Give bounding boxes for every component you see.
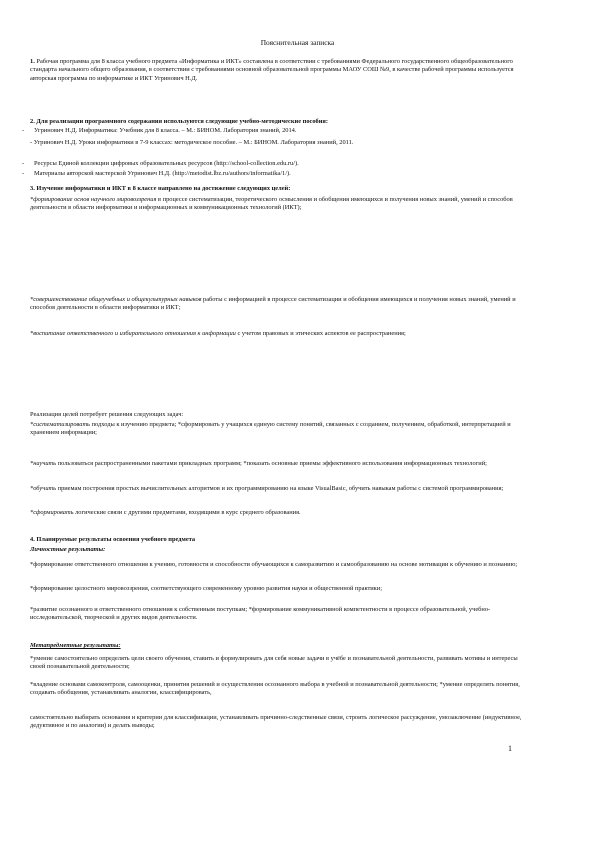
goal-emphasis: *воспитание ответственного и избирательного отношения к информации bbox=[30, 330, 236, 337]
goal-item bbox=[30, 196, 528, 213]
task-emphasis: *систематизировать bbox=[30, 421, 90, 428]
task-emphasis: *обучить bbox=[30, 485, 57, 492]
meta-result-item: самостоятельно выбирать основания и критерии для классификации, устанавливать причинно-следственные связи, строить логическое рассуждение, умозаключение (индуктивное, дедуктивное и по аналогии) и делать выводы; bbox=[30, 714, 522, 730]
personal-result-item: *формирование целостного мировоззрения, соответствующего современному уровню развития науки и общественной практики; bbox=[30, 585, 382, 592]
section-2-item-2: - Угринович Н.Д. Уроки информатики в 7-9 классах: методическое пособие. – М.: БИНОМ. Лаборатория знаний, 2011. bbox=[30, 139, 354, 146]
goal-emphasis: *совершенствование общеучебных и общекультурных навыков bbox=[30, 296, 202, 303]
section-1-number: 1. bbox=[30, 58, 35, 65]
tasks-heading: Реализация целей потребует решения следующих задач: bbox=[30, 411, 184, 418]
goal-text: работы с информацией в процессе систематизации и обобщения имеющихся и получения новых знаний, умений и способов деятельности в области информатики и ИКТ; bbox=[30, 296, 516, 312]
goal-item bbox=[30, 296, 528, 313]
page-title: Пояснительная записка bbox=[260, 38, 335, 47]
task-emphasis: *сформировать bbox=[30, 509, 74, 516]
task-text: пользоваться распространенными пакетами прикладных программ; *показать основные приемы эффективного использования информационных технологий; bbox=[56, 460, 487, 467]
page-number: 1 bbox=[508, 744, 512, 753]
section-1-text: Рабочая программа для 8 класса учебного предмета «Информатика и ИКТ» составлена в соответствии с требованиями Федерального государственного общеобразовательного стандарта начального общего образования, в соответствии с требованиями основной образовательной программы МАОУ СОШ №9, в качестве рабочей программы используется авторская программа по информатике и ИКТ Угринович Н.Д. bbox=[30, 58, 514, 82]
meta-result-item: *владение основами самоконтроля, самооценки, принятия решений и осуществления осознанного выбора в учебной и познавательной деятельности; *умение определять понятия, создавать обобщения, устанавливать аналогии, классифицировать, bbox=[30, 681, 520, 697]
section-2-item-1: Угринович Н.Д. Информатика: Учебник для 8 класса. – М.: БИНОМ. Лаборатория знаний, 2014. bbox=[34, 127, 297, 134]
section-3-heading: 3. Изучение информатики и ИКТ в 8 классе направлено на достижение следующих целей: bbox=[30, 185, 291, 192]
task-item bbox=[30, 509, 528, 517]
meta-results-heading: Метапредметные результаты: bbox=[30, 642, 121, 649]
task-item bbox=[30, 460, 528, 468]
section-2-item-3: Ресурсы Единой коллекции цифровых образовательных ресурсов (http://school-collection.edu.ru/). bbox=[34, 160, 299, 167]
goal-emphasis: *формирование основ научного мировоззрения bbox=[30, 196, 157, 203]
task-item bbox=[30, 485, 528, 493]
task-item bbox=[30, 421, 528, 438]
personal-results-heading: Личностные результаты: bbox=[30, 546, 106, 553]
personal-result-item: *формирование ответственного отношения к учению, готовности и способности обучающихся к саморазвитию и самообразованию на основе мотивации к обучению и познанию; bbox=[30, 561, 518, 568]
goal-item bbox=[30, 330, 528, 338]
list-bullet-dash: - bbox=[22, 127, 25, 134]
task-text: логические связи с другими предметами, входящими в курс среднего образования. bbox=[73, 509, 301, 516]
list-bullet-dash: - bbox=[22, 160, 25, 167]
goal-text: с учетом правовых и этических аспектов ее распространения; bbox=[235, 330, 406, 337]
personal-result-item: *развитие осознанного и ответственного отношения к собственным поступкам; *формирование коммуникативной компетентности в процессе образовательной, учебно-исследовательской, творческой и других видов деятельности. bbox=[30, 606, 491, 622]
task-text: подходы к изучению предмета; *сформировать у учащихся единую систему понятий, связанных с созданием, получением, обработкой, интерпретацией и хранением информации; bbox=[30, 421, 511, 437]
task-emphasis: *научить bbox=[30, 460, 57, 467]
task-text: приемам построения простых вычислительных алгоритмов и их программированию на языке VisualBasic, обучить навыкам работы с системой программирования; bbox=[56, 485, 504, 492]
goal-text: в процессе систематизации, теоретического осмысления и обобщения имеющихся и получения новых знаний, умений и способов деятельности в области информатики и информационных и коммуникационных технологий (ИКТ); bbox=[30, 196, 513, 212]
section-4-heading: 4. Планируемые результаты освоения учебного предмета bbox=[30, 536, 196, 543]
meta-result-item: *умение самостоятельно определять цели своего обучения, ставить и формулировать для себя новые задачи в учёбе и познавательной деятельности, развивать мотивы и интересы своей познавательной деятельности; bbox=[30, 655, 518, 671]
section-2-heading: 2. Для реализации программного содержания используются следующие учебно-методические пособия: bbox=[30, 118, 329, 125]
list-bullet-dash: - bbox=[22, 170, 25, 177]
section-1-paragraph bbox=[30, 58, 528, 83]
section-2-item-4: Материалы авторской мастерской Угринович Н.Д. (http://metodist.lbz.ru/authors/informatika/1/). bbox=[34, 170, 291, 177]
